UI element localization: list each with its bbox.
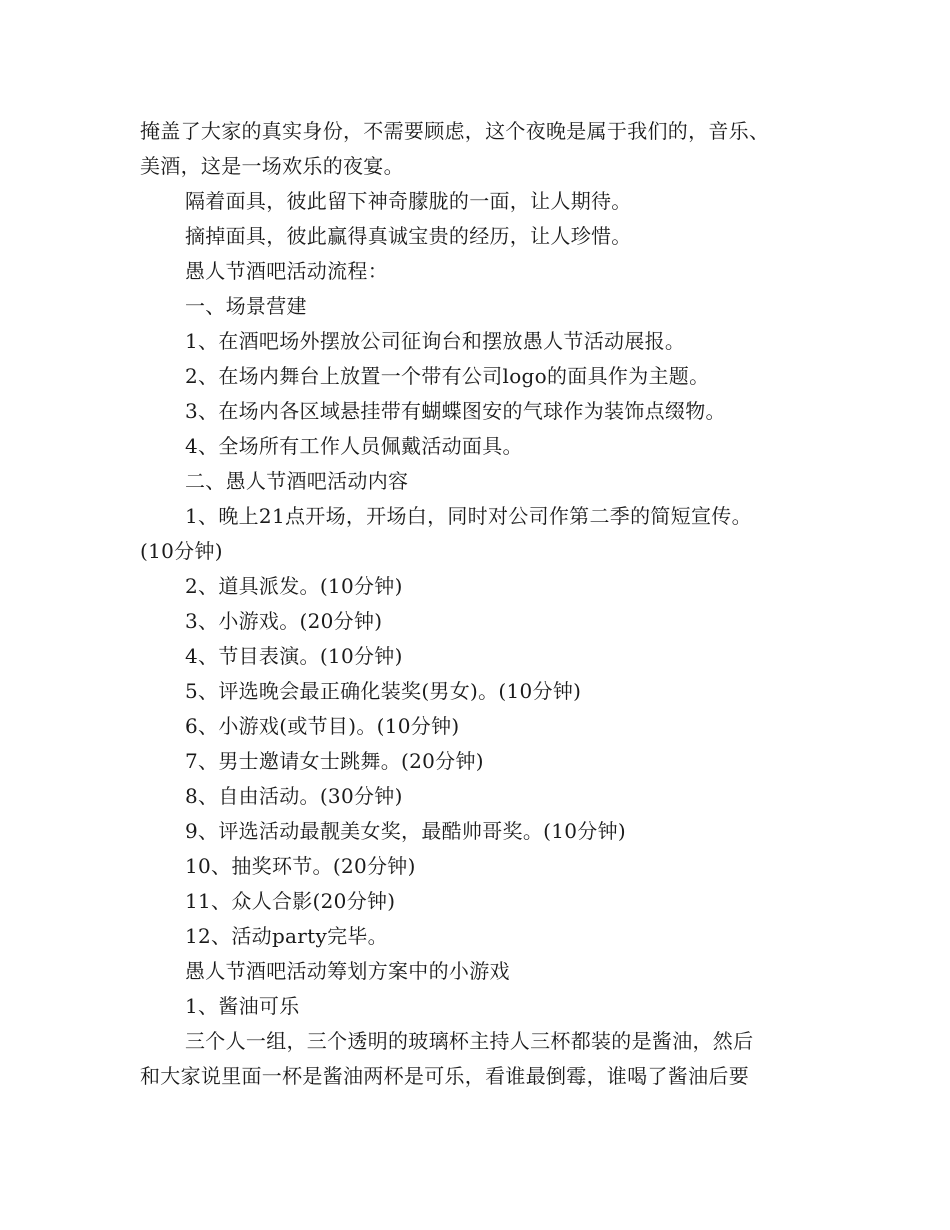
list-item: 9、评选活动最靓美女奖，最酷帅哥奖。(10分钟) xyxy=(185,819,626,843)
text-line: 掩盖了大家的真实身份，不需要顾虑，这个夜晚是属于我们的，音乐、 xyxy=(140,119,770,143)
list-item: 12、活动party完毕。 xyxy=(185,924,388,948)
list-item: 2、在场内舞台上放置一个带有公司logo的面具作为主题。 xyxy=(185,364,710,388)
list-item: 1、在酒吧场外摆放公司征询台和摆放愚人节活动展报。 xyxy=(185,329,686,353)
list-item: 4、节目表演。(10分钟) xyxy=(185,644,403,668)
list-item: 5、评选晚会最正确化装奖(男女)。(10分钟) xyxy=(185,679,582,703)
text-line: 美酒，这是一场欢乐的夜宴。 xyxy=(140,154,404,178)
list-item: 11、众人合影(20分钟) xyxy=(185,889,396,913)
text-line: 三个人一组，三个透明的玻璃杯主持人三杯都装的是酱油，然后 xyxy=(185,1029,754,1053)
text-line: 隔着面具，彼此留下神奇朦胧的一面，让人期待。 xyxy=(185,189,632,213)
list-item: 3、在场内各区域悬挂带有蝴蝶图安的气球作为装饰点缀物。 xyxy=(185,399,726,423)
text-line: 和大家说里面一杯是酱油两杯是可乐，看谁最倒霉，谁喝了酱油后要 xyxy=(140,1064,749,1088)
document-body xyxy=(140,114,840,1094)
list-item: 1、晚上21点开场，开场白，同时对公司作第二季的简短宣传。 xyxy=(185,504,752,528)
section-heading: 愚人节酒吧活动流程： xyxy=(185,259,388,283)
list-item: 7、男士邀请女士跳舞。(20分钟) xyxy=(185,749,484,773)
list-item-continuation: (10分钟) xyxy=(140,539,223,563)
list-item: 6、小游戏(或节目)。(10分钟) xyxy=(185,714,460,738)
text-line: 摘掉面具，彼此赢得真诚宝贵的经历，让人珍惜。 xyxy=(185,224,632,248)
list-item: 4、全场所有工作人员佩戴活动面具。 xyxy=(185,434,523,458)
list-item: 10、抽奖环节。(20分钟) xyxy=(185,854,416,878)
section-heading: 二、愚人节酒吧活动内容 xyxy=(185,469,409,493)
section-heading: 一、场景营建 xyxy=(185,294,307,318)
list-item: 3、小游戏。(20分钟) xyxy=(185,609,383,633)
section-heading: 愚人节酒吧活动筹划方案中的小游戏 xyxy=(185,959,510,983)
list-item: 8、自由活动。(30分钟) xyxy=(185,784,403,808)
section-heading: 1、酱油可乐 xyxy=(185,994,300,1018)
list-item: 2、道具派发。(10分钟) xyxy=(185,574,403,598)
